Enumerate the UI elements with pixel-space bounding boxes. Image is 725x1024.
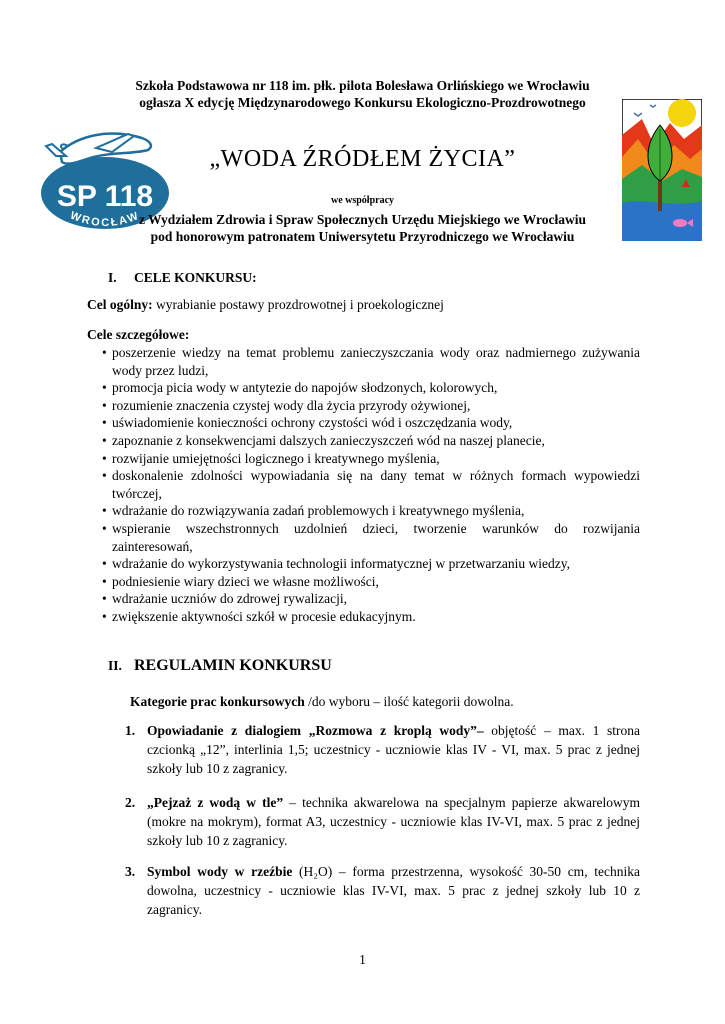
category-text: – technika akwarelowa na specjalnym papierze akwarelowym (mokre na mokrym), format A3, uczestnicy - uczniowie klas IV-VI, max. 5 prac z jednej szkoły lub 10 z zagranicy. bbox=[147, 795, 640, 848]
category-text: (H₂O) – forma przestrzenna, wysokość 30-50 cm, technika dowolna, uczestnicy - uczniowie klas IV-VI, max. 5 prac z jednej szkoły lub 10 z zagranicy. bbox=[147, 864, 640, 917]
categories-text: /do wyboru – ilość kategorii dowolna. bbox=[304, 694, 514, 709]
header-school bbox=[0, 77, 725, 111]
list-item: • wspieranie wszechstronnych uzdolnień dzieci, tworzenie warunków do rozwijania zainteresowań, bbox=[87, 520, 640, 555]
list-item: • uświadomienie konieczności ochrony czystości wód i oszczędzania wody, bbox=[87, 414, 640, 432]
category-title: Opowiadanie z dialogiem „Rozmowa z kroplą wody”– bbox=[147, 723, 484, 738]
logo-city: WROCŁAW bbox=[68, 209, 142, 230]
header-line-4: pod honorowym patronatem Uniwersytetu Przyrodniczego we Wrocławiu bbox=[150, 229, 575, 244]
header-partners bbox=[0, 211, 725, 245]
page-title: „WODA ŹRÓDŁEM ŻYCIA” bbox=[209, 146, 516, 172]
list-item: • podniesienie wiary dzieci we własne możliwości, bbox=[87, 573, 640, 591]
category-number: 1. bbox=[125, 723, 136, 738]
categories-label: Kategorie prac konkursowych bbox=[130, 694, 305, 709]
section-2-title: REGULAMIN KONKURSU bbox=[134, 657, 332, 674]
category-number: 2. bbox=[125, 795, 136, 810]
list-item: • poszerzenie wiedzy na temat problemu zanieczyszczania wody oraz nadmiernego zużywania wody przez ludzi, bbox=[87, 344, 640, 379]
page-number: 1 bbox=[359, 952, 366, 967]
section-1-heading bbox=[108, 270, 257, 286]
category-number: 3. bbox=[125, 864, 136, 879]
logo-text: SP 118 bbox=[56, 180, 154, 213]
header-line-2: ogłasza X edycję Międzynarodowego Konkursu Ekologiczno-Prozdrowotnego bbox=[139, 95, 586, 110]
section-1-number: I. bbox=[108, 270, 117, 285]
list-item: • rozwijanie umiejętności logicznego i kreatywnego myślenia, bbox=[87, 450, 640, 468]
list-item: • doskonalenie zdolności wypowiadania się na dany temat w różnych formach wypowiedzi twórczej, bbox=[87, 467, 640, 502]
list-item: • wdrażanie do wykorzystywania technologii informatycznej w przetwarzaniu wiedzy, bbox=[87, 555, 640, 573]
category-title: Symbol wody w rzeźbie bbox=[147, 864, 293, 879]
general-goal bbox=[87, 297, 444, 313]
list-item: • wdrażanie uczniów do zdrowej rywalizacji, bbox=[87, 590, 640, 608]
header-line-1: Szkoła Podstawowa nr 118 im. płk. pilota Bolesława Orlińskiego we Wrocławiu bbox=[135, 78, 590, 93]
list-item: • wdrażanie do rozwiązywania zadań problemowych i kreatywnego myślenia, bbox=[87, 502, 640, 520]
cooperation-label: we współpracy bbox=[330, 195, 395, 206]
category-title: „Pejzaż z wodą w tle” bbox=[147, 795, 284, 810]
list-item: • zapoznanie z konsekwencjami dalszych zanieczyszczeń wód na naszej planecie, bbox=[87, 432, 640, 450]
list-item: • zwiększenie aktywności szkół w procesie edukacyjnym. bbox=[87, 608, 640, 626]
category-item-2 bbox=[125, 793, 640, 850]
list-item: • rozumienie znaczenia czystej wody dla życia przyrody ożywionej, bbox=[87, 397, 640, 415]
categories-intro bbox=[130, 694, 514, 710]
category-item-1 bbox=[125, 721, 640, 778]
category-text: objętość – max. 1 strona czcionką „12”, interlinia 1,5; uczestnicy - uczniowie klas IV - VI, max. 5 prac z jednej szkoły lub 10 z zagranicy. bbox=[147, 723, 640, 776]
general-goal-label: Cel ogólny: bbox=[87, 297, 153, 312]
specific-goals-label: Cele szczegółowe: bbox=[87, 327, 190, 342]
list-item: • promocja picia wody w antytezie do napojów słodzonych, kolorowych, bbox=[87, 379, 640, 397]
general-goal-text: wyrabianie postawy prozdrowotnej i proekologicznej bbox=[152, 297, 444, 312]
section-2-heading bbox=[108, 657, 332, 675]
section-2-number: II. bbox=[108, 658, 122, 673]
section-1-title: CELE KONKURSU: bbox=[134, 270, 257, 285]
specific-goals-list bbox=[87, 344, 640, 626]
header-line-3: z Wydziałem Zdrowia i Spraw Społecznych Urzędu Miejskiego we Wrocławiu bbox=[138, 212, 587, 227]
category-item-3 bbox=[125, 862, 640, 919]
